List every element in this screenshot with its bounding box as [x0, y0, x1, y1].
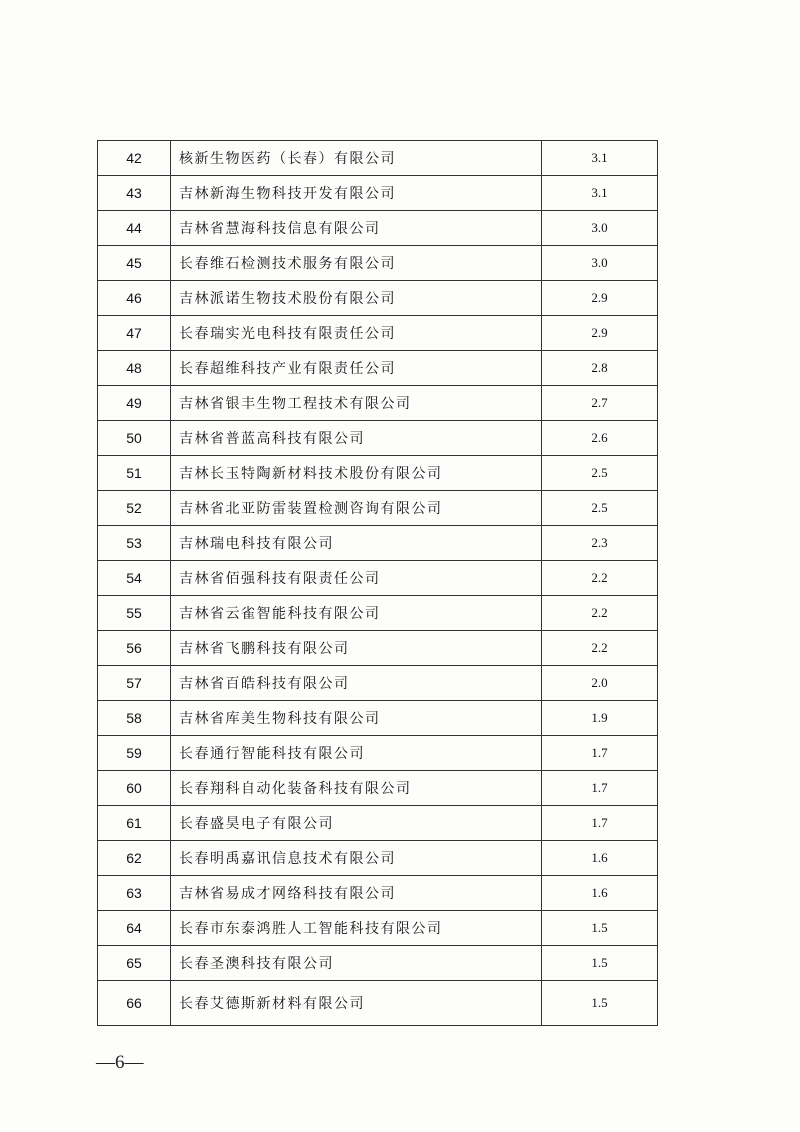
- row-number: 47: [98, 316, 171, 351]
- company-name: 吉林长玉特陶新材料技术股份有限公司: [171, 456, 542, 491]
- row-number: 45: [98, 246, 171, 281]
- table-row: [98, 421, 658, 456]
- company-value: 2.7: [542, 386, 658, 421]
- row-number: 61: [98, 806, 171, 841]
- row-number: 64: [98, 911, 171, 946]
- company-name: 吉林省北亚防雷装置检测咨询有限公司: [171, 491, 542, 526]
- table-row: [98, 281, 658, 316]
- company-name: 吉林省云雀智能科技有限公司: [171, 596, 542, 631]
- table-row: [98, 526, 658, 561]
- company-name: 长春通行智能科技有限公司: [171, 736, 542, 771]
- company-value: 1.5: [542, 911, 658, 946]
- table-row: [98, 176, 658, 211]
- row-number: 48: [98, 351, 171, 386]
- company-value: 2.5: [542, 456, 658, 491]
- company-value: 2.8: [542, 351, 658, 386]
- company-name: 长春超维科技产业有限责任公司: [171, 351, 542, 386]
- row-number: 46: [98, 281, 171, 316]
- company-value: 3.1: [542, 141, 658, 176]
- row-number: 52: [98, 491, 171, 526]
- row-number: 42: [98, 141, 171, 176]
- row-number: 63: [98, 876, 171, 911]
- table-row: [98, 386, 658, 421]
- company-value: 1.6: [542, 876, 658, 911]
- company-table: [97, 140, 658, 1026]
- company-value: 2.0: [542, 666, 658, 701]
- table-row: [98, 141, 658, 176]
- table-row: [98, 946, 658, 981]
- row-number: 58: [98, 701, 171, 736]
- company-value: 2.9: [542, 281, 658, 316]
- row-number: 57: [98, 666, 171, 701]
- company-value: 2.5: [542, 491, 658, 526]
- company-name: 吉林瑞电科技有限公司: [171, 526, 542, 561]
- company-value: 2.6: [542, 421, 658, 456]
- company-name: 吉林省普蓝高科技有限公司: [171, 421, 542, 456]
- company-value: 2.2: [542, 631, 658, 666]
- company-name: 长春市东泰鸿胜人工智能科技有限公司: [171, 911, 542, 946]
- company-table-body: [98, 141, 658, 1026]
- table-row: [98, 596, 658, 631]
- table-row: [98, 351, 658, 386]
- table-row: [98, 666, 658, 701]
- company-name: 长春明禹嘉讯信息技术有限公司: [171, 841, 542, 876]
- company-name: 吉林省银丰生物工程技术有限公司: [171, 386, 542, 421]
- table-row: [98, 701, 658, 736]
- company-value: 1.7: [542, 806, 658, 841]
- row-number: 59: [98, 736, 171, 771]
- company-name: 长春圣澳科技有限公司: [171, 946, 542, 981]
- row-number: 50: [98, 421, 171, 456]
- company-value: 2.2: [542, 596, 658, 631]
- table-row: [98, 806, 658, 841]
- table-row: [98, 211, 658, 246]
- table-row: [98, 246, 658, 281]
- company-name: 核新生物医药（长春）有限公司: [171, 141, 542, 176]
- row-number: 66: [98, 981, 171, 1026]
- company-name: 吉林省慧海科技信息有限公司: [171, 211, 542, 246]
- company-value: 1.5: [542, 981, 658, 1026]
- table-row: [98, 456, 658, 491]
- company-value: 1.6: [542, 841, 658, 876]
- company-value: 1.7: [542, 736, 658, 771]
- company-name: 长春盛昊电子有限公司: [171, 806, 542, 841]
- table-row: [98, 631, 658, 666]
- company-name: 长春维石检测技术服务有限公司: [171, 246, 542, 281]
- company-value: 2.3: [542, 526, 658, 561]
- row-number: 54: [98, 561, 171, 596]
- company-value: 3.0: [542, 246, 658, 281]
- row-number: 49: [98, 386, 171, 421]
- row-number: 60: [98, 771, 171, 806]
- company-name: 吉林省佰强科技有限责任公司: [171, 561, 542, 596]
- row-number: 51: [98, 456, 171, 491]
- company-name: 吉林省飞鹏科技有限公司: [171, 631, 542, 666]
- table-row: [98, 561, 658, 596]
- row-number: 56: [98, 631, 171, 666]
- table-row: [98, 491, 658, 526]
- company-name: 长春翔科自动化装备科技有限公司: [171, 771, 542, 806]
- table-row: [98, 771, 658, 806]
- company-value: 3.1: [542, 176, 658, 211]
- table-row: [98, 981, 658, 1026]
- company-value: 3.0: [542, 211, 658, 246]
- company-value: 2.2: [542, 561, 658, 596]
- row-number: 65: [98, 946, 171, 981]
- row-number: 44: [98, 211, 171, 246]
- company-name: 吉林省百皓科技有限公司: [171, 666, 542, 701]
- row-number: 43: [98, 176, 171, 211]
- company-name: 吉林省库美生物科技有限公司: [171, 701, 542, 736]
- table-row: [98, 316, 658, 351]
- company-name: 吉林省易成才网络科技有限公司: [171, 876, 542, 911]
- company-value: 1.5: [542, 946, 658, 981]
- table-row: [98, 911, 658, 946]
- page-number: —6—: [96, 1052, 144, 1073]
- company-name: 长春瑞实光电科技有限责任公司: [171, 316, 542, 351]
- company-value: 2.9: [542, 316, 658, 351]
- company-name: 吉林派诺生物技术股份有限公司: [171, 281, 542, 316]
- company-name: 吉林新海生物科技开发有限公司: [171, 176, 542, 211]
- company-name: 长春艾德斯新材料有限公司: [171, 981, 542, 1026]
- table-row: [98, 841, 658, 876]
- company-value: 1.9: [542, 701, 658, 736]
- company-value: 1.7: [542, 771, 658, 806]
- table-row: [98, 876, 658, 911]
- row-number: 62: [98, 841, 171, 876]
- row-number: 53: [98, 526, 171, 561]
- row-number: 55: [98, 596, 171, 631]
- table-row: [98, 736, 658, 771]
